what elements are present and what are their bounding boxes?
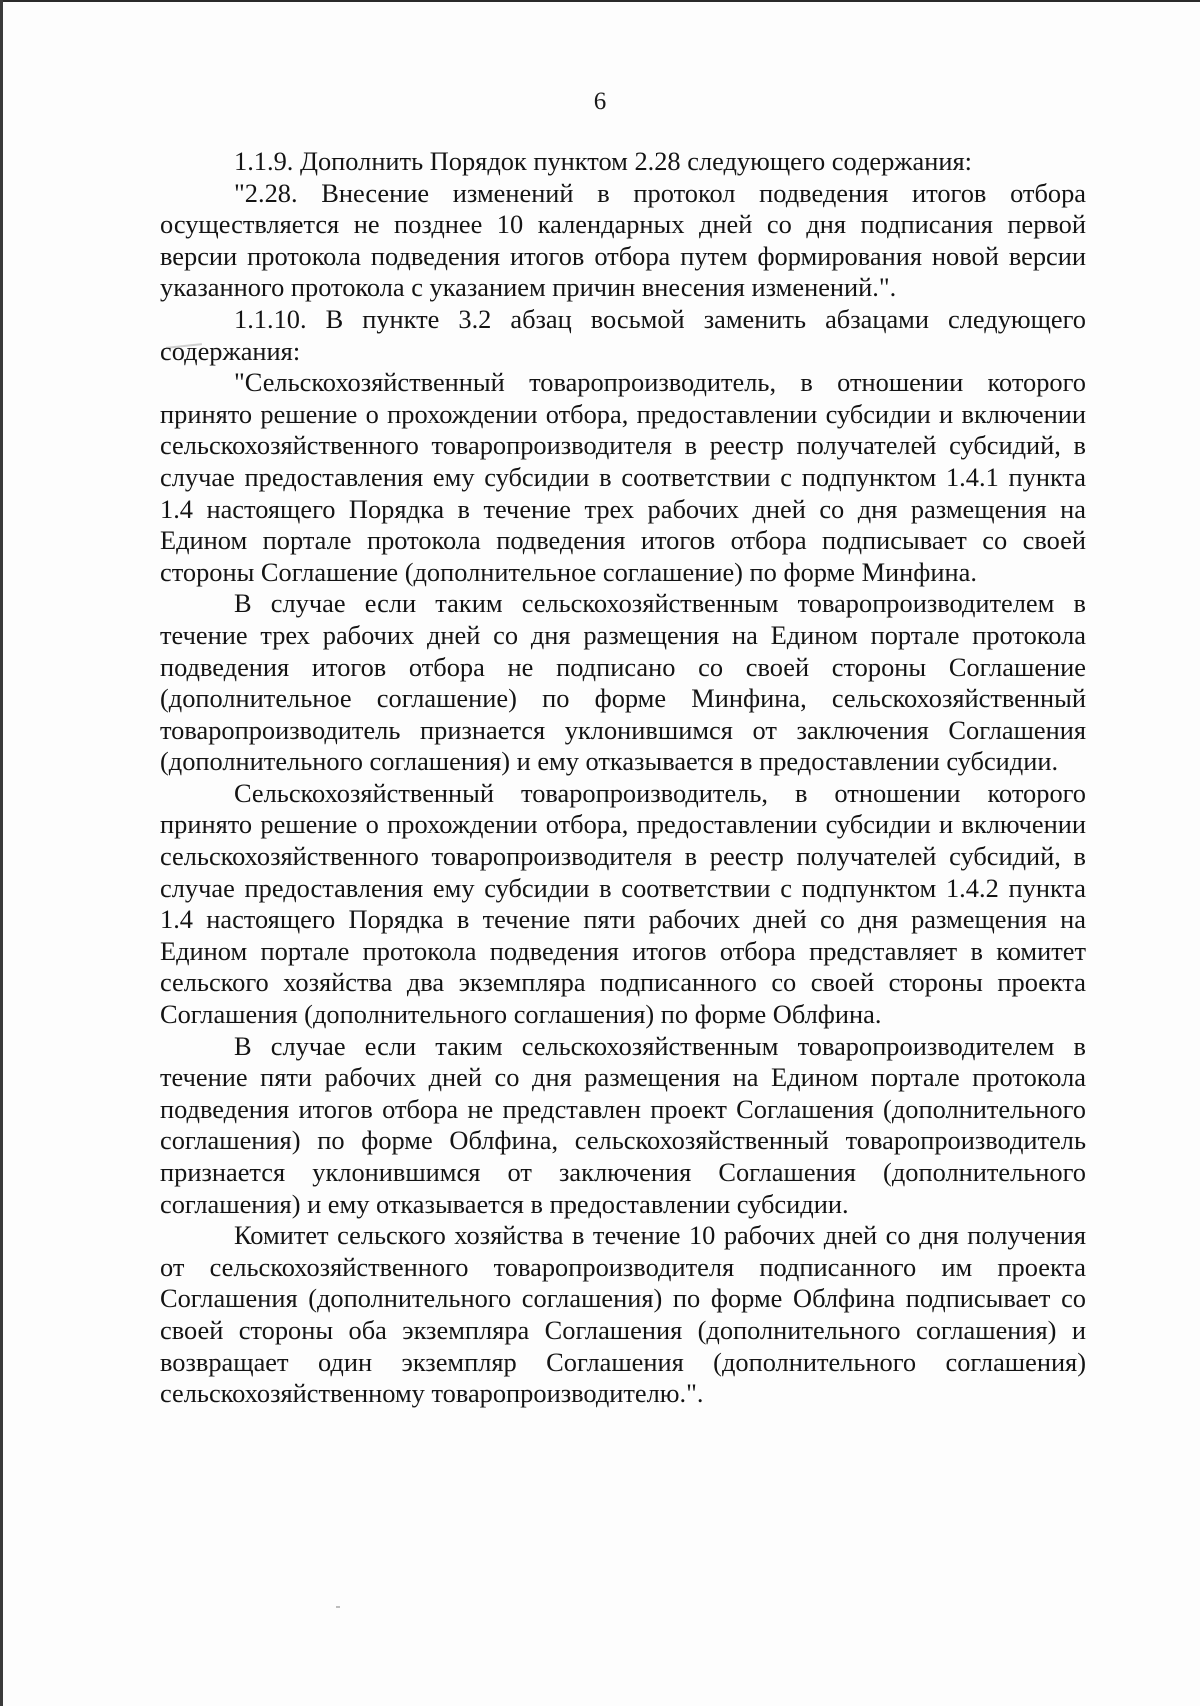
- paragraph-1-1-9: 1.1.9. Дополнить Порядок пунктом 2.28 следующего содержания:: [234, 146, 972, 176]
- paragraph-2-28-text: "2.28. Внесение изменений в протокол подведения итогов отбора осуществляется не позднее 10 календарных дней со дня подписания первой версии протокола подведения итогов отбора путем формирования новой версии указанного протокола с указанием причин внесения изменений.".: [160, 177, 1086, 303]
- scan-edge-left: [0, 0, 3, 1706]
- paragraph-oblfin-refusal: В случае если таким сельскохозяйственным товаропроизводителем в течение пяти рабочих дней со дня размещения на Едином портале протокола подведения итогов отбора не представлен проект Соглашения (дополнительного соглашения) по форме Облфина, сельскохозяйственный товаропроизводитель признается уклонившимся от заключения Соглашения (дополнительного соглашения) и ему отказывается в предоставлении субсидии.: [160, 1030, 1086, 1219]
- paragraph-minfin-signing: "Сельскохозяйственный товаропроизводитель, в отношении которого принято решение о прохождении отбора, предоставлении субсидии и включении сельскохозяйственного товаропроизводителя в реестр получателей субсидий, в случае предоставления ему субсидии в соответствии с подпунктом 1.4.1 пункта 1.4 настоящего Порядка в течение трех рабочих дней со дня размещения на Едином портале протокола подведения итогов отбора подписывает со своей стороны Соглашение (дополнительное соглашение) по форме Минфина.: [160, 367, 1086, 587]
- paragraph-oblfin-submission: Сельскохозяйственный товаропроизводитель, в отношении которого принято решение о прохождении отбора, предоставлении субсидии и включении сельскохозяйственного товаропроизводителя в реестр получателей субсидий, в случае предоставления ему субсидии в соответствии с подпунктом 1.4.2 пункта 1.4 настоящего Порядка в течение пяти рабочих дней со дня размещения на Едином портале протокола подведения итогов отбора представляет в комитет сельского хозяйства два экземпляра подписанного со своей стороны проекта Соглашения (дополнительного соглашения) по форме Облфина.: [160, 777, 1086, 1030]
- paragraph-minfin-refusal: В случае если таким сельскохозяйственным товаропроизводителем в течение трех рабочих дней со дня размещения на Едином портале протокола подведения итогов отбора не подписано со своей стороны Соглашение (дополнительное соглашение) по форме Минфина, сельскохозяйственный товаропроизводитель признается уклонившимся от заключения Соглашения (дополнительного соглашения) и ему отказывается в предоставлении субсидии.: [160, 588, 1086, 777]
- page-number: 6: [593, 88, 607, 115]
- scan-edge-top: [0, 0, 1200, 2]
- scan-mark-bottom: [336, 1606, 340, 1608]
- document-body: [160, 146, 1086, 1410]
- paragraph-1-1-10: 1.1.10. В пункте 3.2 абзац восьмой заменить абзацами следующего содержания:: [160, 303, 1086, 366]
- paragraph-committee-signing: Комитет сельского хозяйства в течение 10 рабочих дней со дня получения от сельскохозяйственного товаропроизводителя подписанного им проекта Соглашения (дополнительного соглашения) по форме Облфина подписывает со своей стороны оба экземпляра Соглашения (дополнительного соглашения) и возвращает один экземпляр Соглашения (дополнительного соглашения) сельскохозяйственному товаропроизводителю.".: [160, 1220, 1086, 1409]
